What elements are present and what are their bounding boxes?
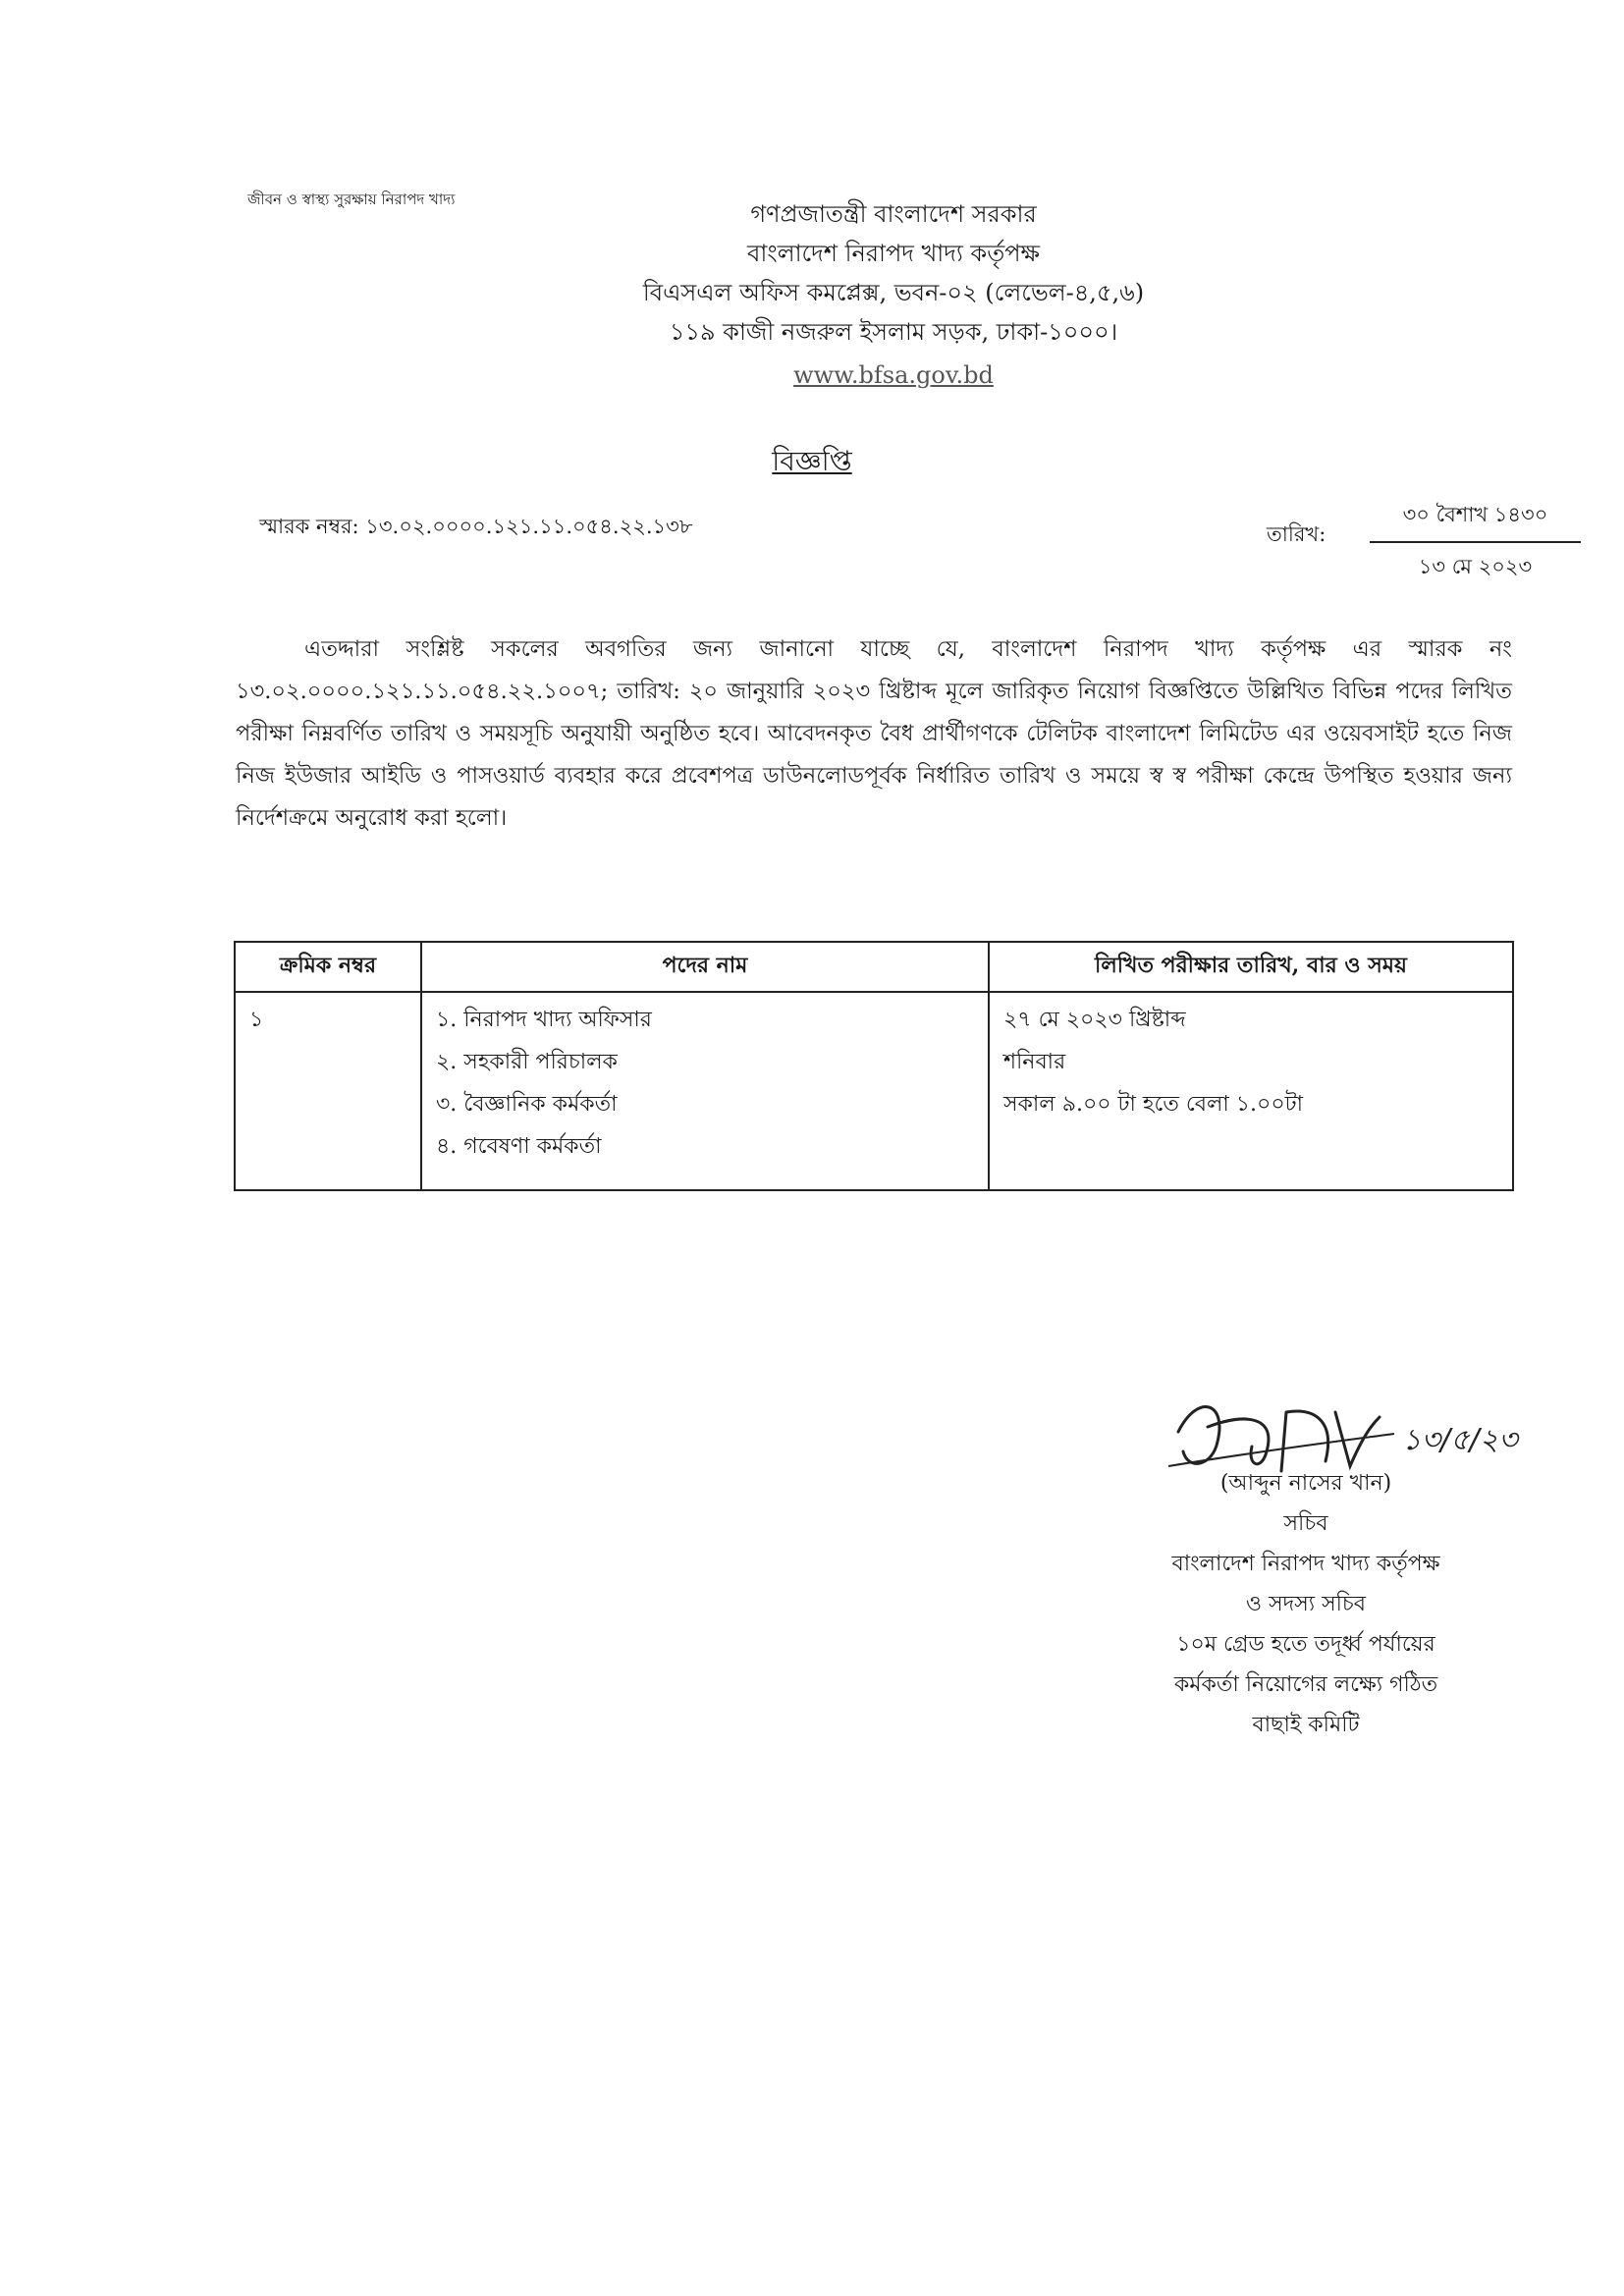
committee-line-3: বাছাই কমিটি (1252, 1713, 1360, 1737)
post-item: ৪. গবেষণা কর্মকর্তা (436, 1134, 602, 1159)
exam-day: শনিবার (1003, 1050, 1066, 1074)
address-line-2: ১১৯ কাজী নজরুল ইসলাম সড়ক, ঢাকা-১০০০। (669, 318, 1118, 346)
signatory-designation: সচিব (1283, 1511, 1328, 1536)
serial-cell: ১ (235, 992, 421, 1190)
header-exam-schedule: লিখিত পরীক্ষার তারিখ, বার ও সময় (989, 942, 1513, 992)
memo-number: স্মারক নম্বর: ১৩.০২.০০০০.১২১.১১.০৫৪.২২.১৩৮ (259, 515, 693, 538)
notice-title: বিজ্ঞপ্তি (772, 445, 852, 477)
header-post-name: পদের নাম (421, 942, 989, 992)
handwritten-date: ১৩/৫/২৩ (1402, 1423, 1518, 1457)
government-name: গণপ্রজাতন্ত্রী বাংলাদেশ সরকার (750, 200, 1037, 228)
header-serial: ক্রমিক নম্বর (235, 942, 421, 992)
notice-paragraph: এতদ্দারা সংশ্লিষ্ট সকলের অবগতির জন্য জানানো যাচ্ছে যে, বাংলাদেশ নিরাপদ খাদ্য কর্তৃপক্ষ এর স্মারক নং ১৩.০২.০০০০.১২১.১১.০৫৪.২২.১০০৭; তারিখ: ২০ জানুয়ারি ২০২৩ খ্রিষ্টাব্দ মূলে জারিকৃত নিয়োগ বিজ্ঞপ্তিতে উল্লিখিত বিভিন্ন পদের লিখিত পরীক্ষা নিম্নবর্ণিত তারিখ ও সময়সূচি অনুযায়ী অনুষ্ঠিত হবে। আবেদনকৃত বৈধ প্রার্থীগণকে টেলিটক বাংলাদেশ লিমিটেড এর ওয়েবসাইট হতে নিজ নিজ ইউজার আইডি ও পাসওয়ার্ড ব্যবহার করে প্রবেশপত্র ডাউনলোডপূর্বক নির্ধারিত তারিখ ও সময়ে স্ব স্ব পরীক্ষা কেন্দ্রে উপস্থিত হওয়ার জন্য নির্দেশক্রমে অনুরোধ করা হলো। (236, 636, 1512, 831)
table-header-row (235, 942, 1513, 992)
post-item: ১. নিরাপদ খাদ্য অফিসার (436, 1008, 652, 1032)
table-row (235, 992, 1513, 1190)
committee-line-1: ১০ম গ্রেড হতে তদূর্ধ্ব পর্যায়ের (1176, 1632, 1435, 1657)
letterhead (491, 194, 1296, 395)
exam-date: ২৭ মে ২০২৩ খ্রিষ্টাব্দ (1003, 1008, 1186, 1032)
post-item: ২. সহকারী পরিচালক (436, 1050, 618, 1074)
date-bangla: ৩০ বৈশাখ ১৪৩০ (1370, 499, 1581, 543)
date-gregorian: ১৩ মে ২০২৩ (1418, 555, 1533, 578)
signatory-name: (আব্দুন নাসের খান) (1219, 1471, 1392, 1496)
signatory-organization: বাংলাদেশ নিরাপদ খাদ্য কর্তৃপক্ষ (1171, 1552, 1440, 1576)
notice-title-wrap (0, 440, 1624, 486)
date-label: তারিখ: (1267, 522, 1326, 546)
website-link[interactable]: www.bfsa.gov.bd (793, 361, 994, 389)
address-line-1: বিএসএল অফিস কমপ্লেক্স, ভবন-০২ (লেভেল-৪,৫,৬) (642, 279, 1145, 306)
exam-schedule-table (234, 941, 1514, 1191)
schedule-cell (989, 992, 1513, 1190)
posts-cell (421, 992, 989, 1190)
date-box (1370, 499, 1581, 585)
signatory-role: ও সদস্য সচিব (1245, 1592, 1367, 1616)
signature-block (1080, 1463, 1532, 1745)
post-item: ৩. বৈজ্ঞানিক কর্মকর্তা (436, 1092, 618, 1117)
committee-line-2: কর্মকর্তা নিয়োগের লক্ষ্যে গঠিত (1173, 1672, 1438, 1697)
exam-time: সকাল ৯.০০ টা হতে বেলা ১.০০টা (1003, 1092, 1303, 1117)
authority-name: বাংলাদেশ নিরাপদ খাদ্য কর্তৃপক্ষ (747, 240, 1040, 267)
motto-text: জীবন ও স্বাস্থ্য সুরক্ষায় নিরাপদ খাদ্য (247, 191, 456, 208)
notice-body (236, 629, 1512, 840)
